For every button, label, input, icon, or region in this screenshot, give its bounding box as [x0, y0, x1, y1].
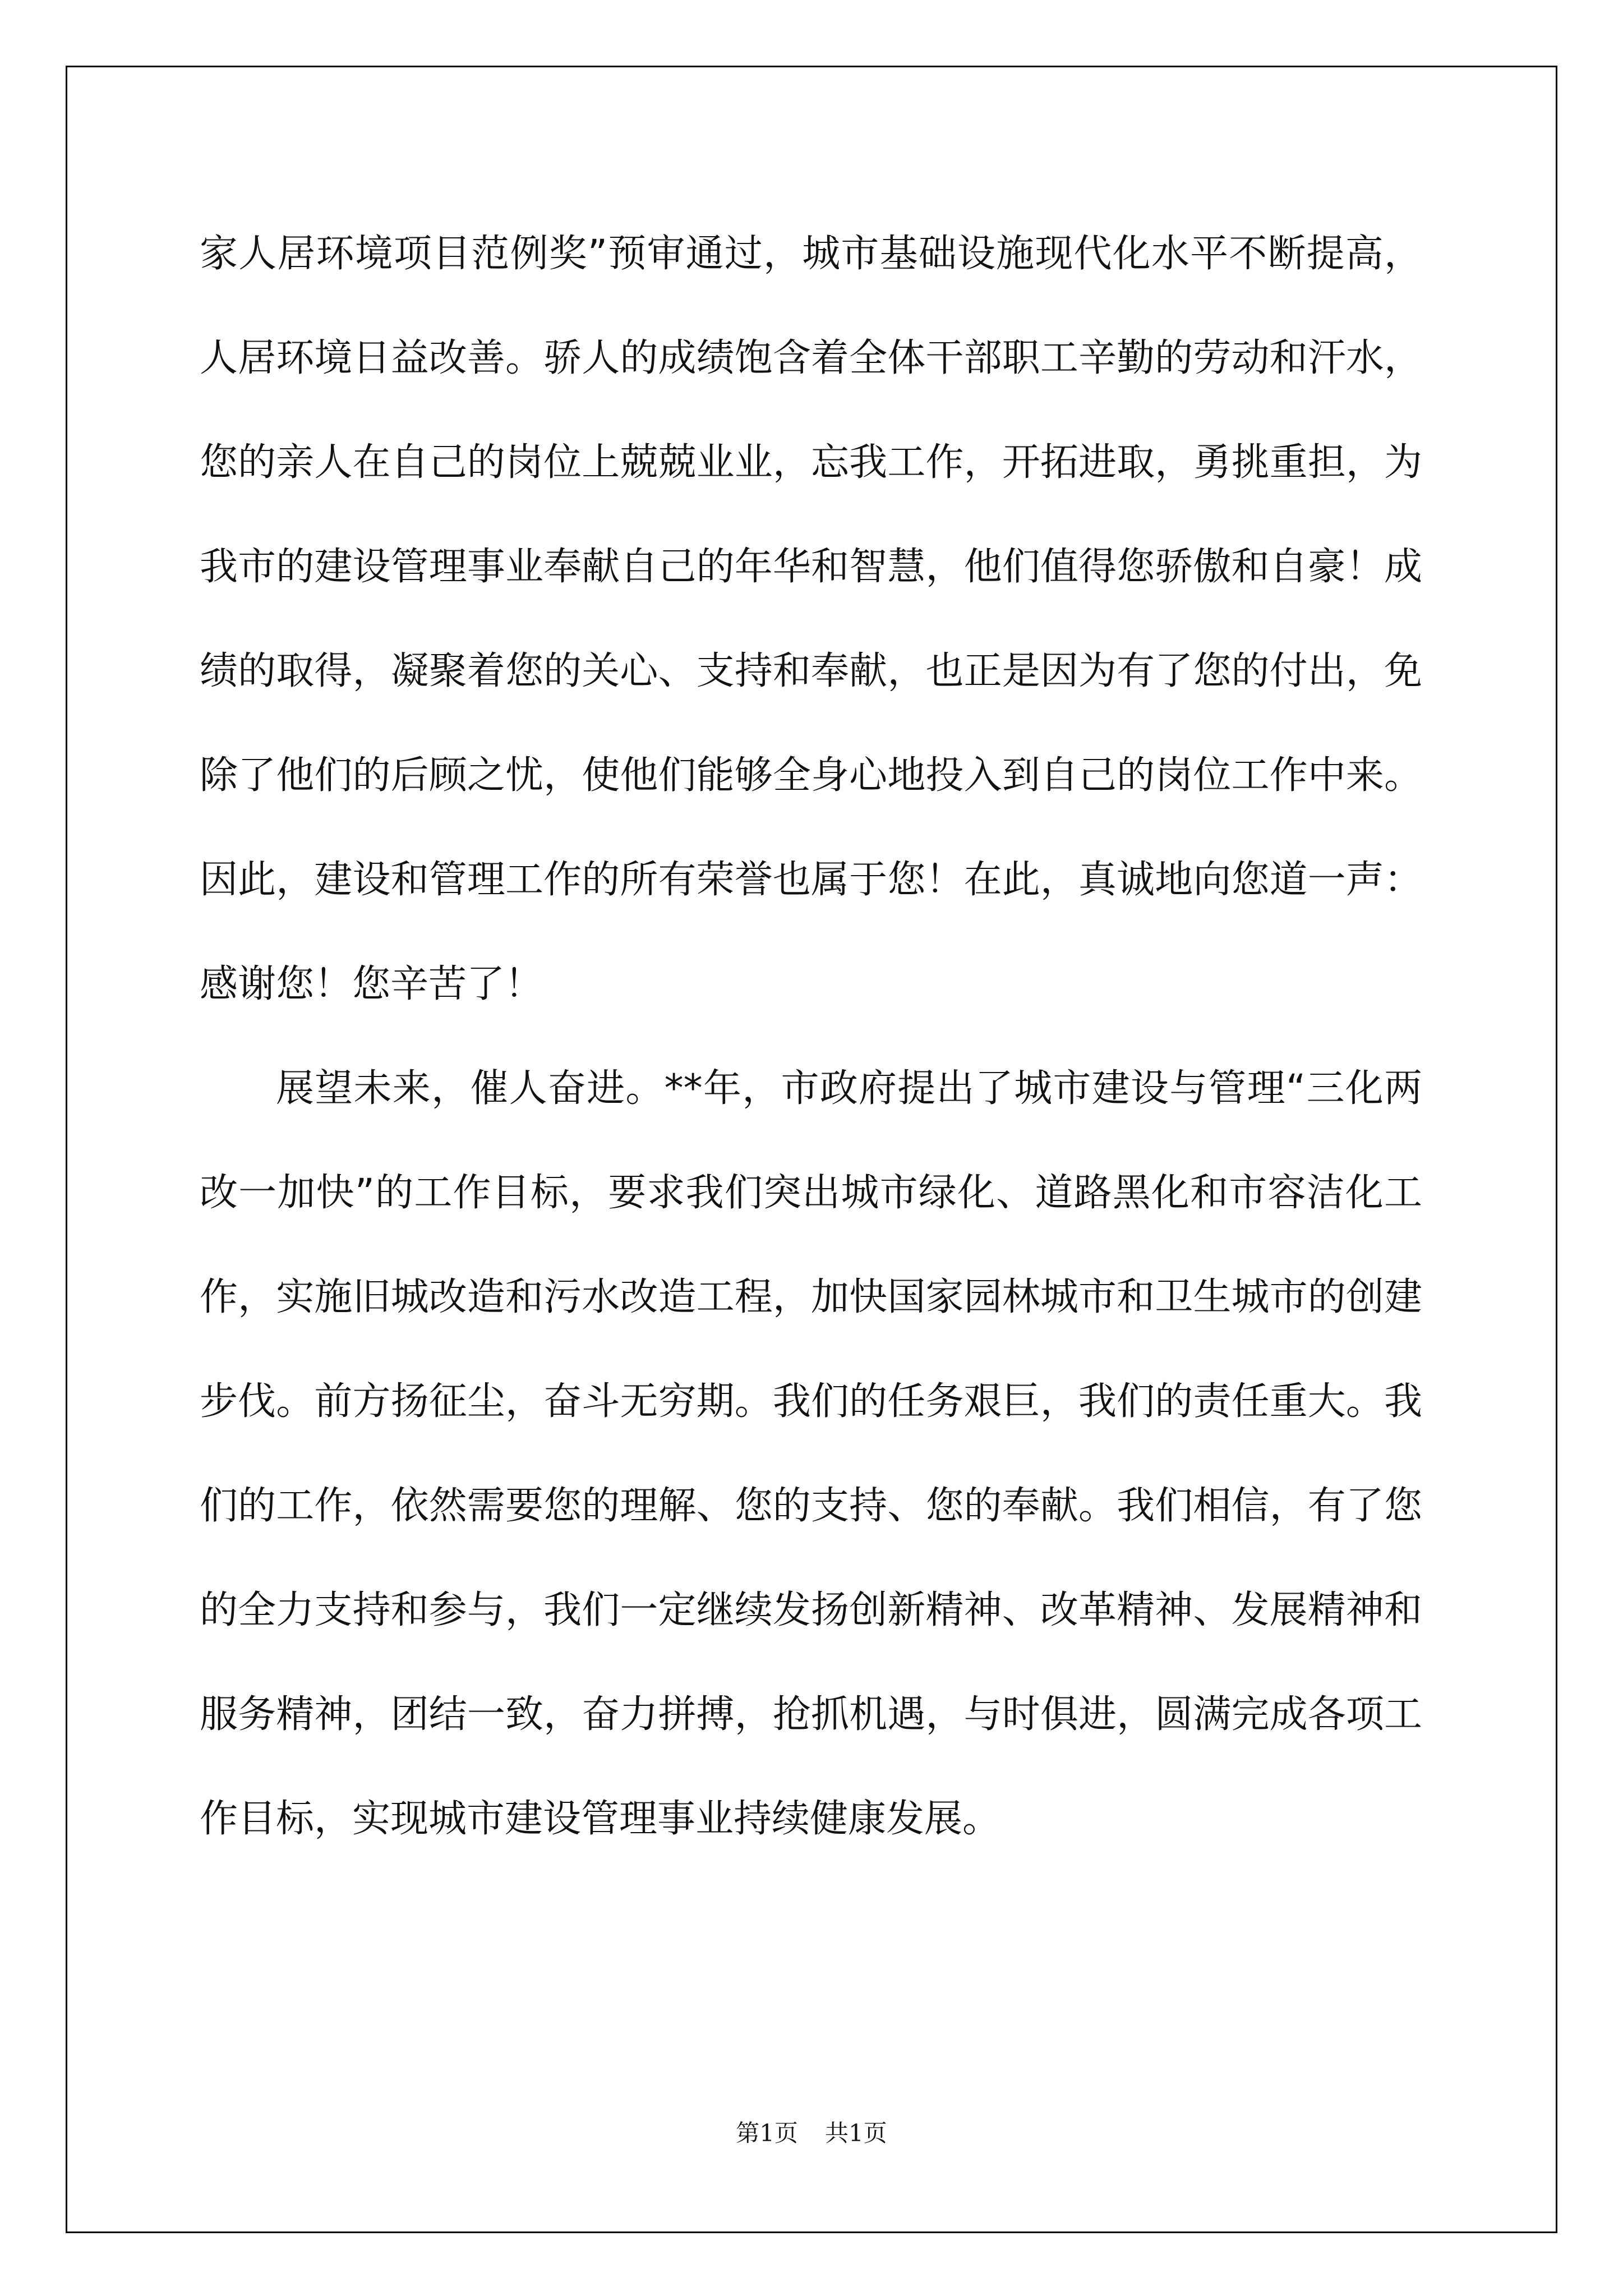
page-number: 第1页 [736, 2119, 798, 2147]
document-body [200, 202, 1422, 1871]
page-total: 共1页 [825, 2119, 887, 2147]
paragraph-outlook: 展望未来，催人奋进。**年，市政府提出了城市建设与管理“三化两改一加快”的工作目标，要求我们突出城市绿化、道路黑化和市容洁化工作，实施旧城改造和污水改造工程，加快国家园林城市和卫生城市的创建步伐。前方扬征尘，奋斗无穷期。我们的任务艰巨，我们的责任重大。我们的工作，依然需要您的理解、您的支持、您的奉献。我们相信，有了您的全力支持和参与，我们一定继续发扬创新精神、改革精神、发展精神和服务精神，团结一致，奋力拼搏，抢抓机遇，与时俱进，圆满完成各项工作目标，实现城市建设管理事业持续健康发展。 [200, 1066, 1422, 1841]
paragraph-continued: 家人居环境项目范例奖”预审通过，城市基础设施现代化水平不断提高，人居环境日益改善。骄人的成绩饱含着全体干部职工辛勤的劳动和汗水，您的亲人在自己的岗位上兢兢业业，忘我工作，开拓进取，勇挑重担，为我市的建设管理事业奉献自己的年华和智慧，他们值得您骄傲和自豪！成绩的取得，凝聚着您的关心、支持和奉献，也正是因为有了您的付出，免除了他们的后顾之忧，使他们能够全身心地投入到自己的岗位工作中来。因此，建设和管理工作的所有荣誉也属于您！在此，真诚地向您道一声：感谢您！您辛苦了！ [200, 232, 1422, 1006]
page-footer [0, 2115, 1623, 2148]
